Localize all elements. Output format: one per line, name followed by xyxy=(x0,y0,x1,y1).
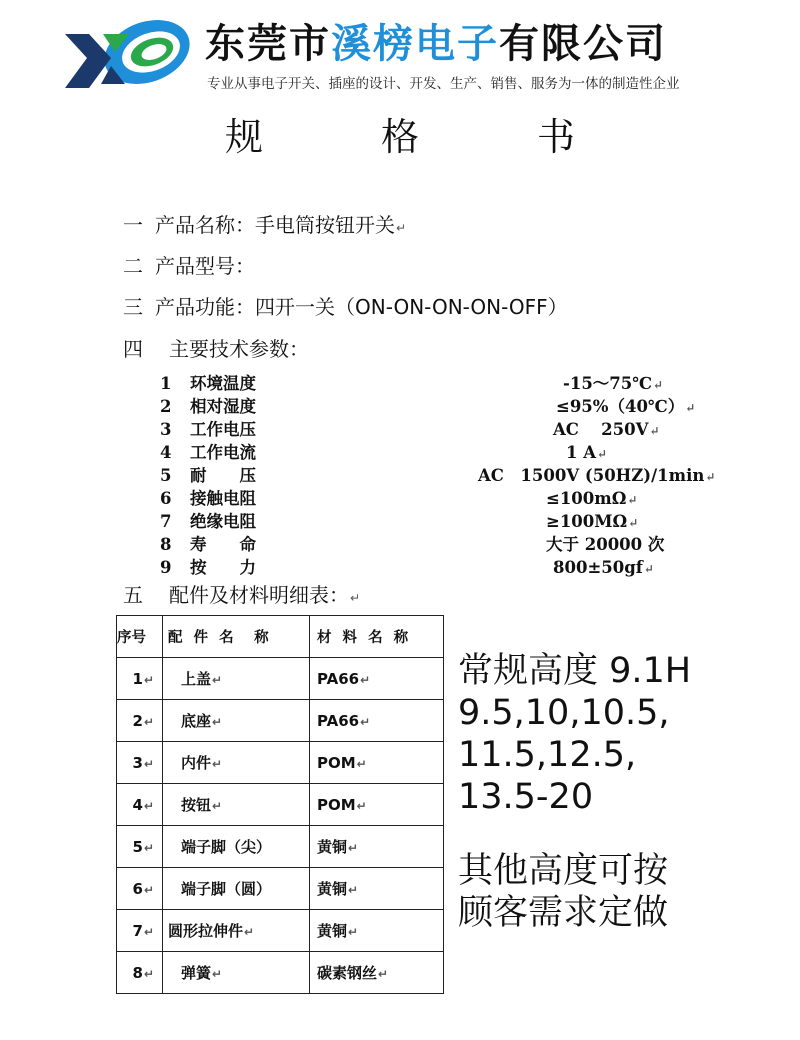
param-row xyxy=(0,441,800,464)
section-text: 产品功能：四开一关（ON-ON-ON-ON-OFF） xyxy=(155,295,568,319)
part-name: 上盖↵ xyxy=(163,658,310,700)
param-row xyxy=(0,464,800,487)
company-suffix: 有限公司 xyxy=(499,21,667,67)
company-logo xyxy=(55,18,195,92)
material-name: 黄铜↵ xyxy=(310,868,444,910)
row-index: 4↵ xyxy=(117,784,163,826)
param-name: 环境温度 xyxy=(190,374,256,393)
part-name: 底座↵ xyxy=(163,700,310,742)
param-row xyxy=(0,372,800,395)
table-row xyxy=(117,784,444,826)
section-2 xyxy=(123,253,255,279)
row-index: 7↵ xyxy=(117,910,163,952)
row-index: 3↵ xyxy=(117,742,163,784)
material-name: PA66↵ xyxy=(310,700,444,742)
section-text: 主要技术参数： xyxy=(169,337,309,361)
param-value: ≥100MΩ↵ xyxy=(546,512,639,531)
param-value: AC 250V↵ xyxy=(553,420,660,439)
param-row xyxy=(0,418,800,441)
param-value: ≤95%（40℃）↵ xyxy=(556,397,696,416)
param-row xyxy=(0,487,800,510)
header-material: 材 料 名 称 xyxy=(310,616,444,658)
paragraph-mark-icon: ↵ xyxy=(685,401,696,415)
table-row xyxy=(117,910,444,952)
table-row xyxy=(117,658,444,700)
note-line: 常规高度 9.1H xyxy=(458,651,692,691)
table-row xyxy=(117,700,444,742)
param-index: 7 xyxy=(160,512,172,531)
part-name: 内件↵ xyxy=(163,742,310,784)
table-row xyxy=(117,868,444,910)
row-index: 6↵ xyxy=(117,868,163,910)
document-title: 规 格 书 xyxy=(224,115,615,159)
note-line: 其他高度可按 xyxy=(458,851,669,891)
param-name: 相对湿度 xyxy=(190,397,256,416)
note-line: 13.5-20 xyxy=(458,777,594,817)
param-name: 耐 压 xyxy=(190,466,256,485)
param-name: 接触电阻 xyxy=(190,489,256,508)
material-name: 碳素钢丝↵ xyxy=(310,952,444,994)
row-index: 2↵ xyxy=(117,700,163,742)
section-5 xyxy=(123,582,360,611)
param-row xyxy=(0,395,800,418)
param-index: 6 xyxy=(160,489,172,508)
param-index: 3 xyxy=(160,420,172,439)
material-name: 黄铜↵ xyxy=(310,910,444,952)
param-value: 1 A↵ xyxy=(566,443,608,462)
note-line: 顾客需求定做 xyxy=(458,893,669,933)
paragraph-mark-icon: ↵ xyxy=(628,516,639,530)
paragraph-mark-icon: ↵ xyxy=(396,221,407,235)
param-name: 寿 命 xyxy=(190,535,256,554)
table-row xyxy=(117,742,444,784)
table-header-row xyxy=(117,616,444,658)
param-row xyxy=(0,510,800,533)
section-number: 五 xyxy=(123,583,143,607)
height-note xyxy=(458,650,691,818)
param-index: 1 xyxy=(160,374,172,393)
company-tagline: 专业从事电子开关、插座的设计、开发、生产、销售、服务为一体的制造性企业 xyxy=(207,76,680,92)
row-index: 8↵ xyxy=(117,952,163,994)
company-prefix: 东莞市 xyxy=(205,21,331,67)
row-index: 5↵ xyxy=(117,826,163,868)
material-name: 黄铜↵ xyxy=(310,826,444,868)
part-name: 弹簧↵ xyxy=(163,952,310,994)
table-row xyxy=(117,826,444,868)
company-highlight: 溪榜电子 xyxy=(331,21,499,67)
materials-table xyxy=(116,615,444,994)
part-name: 端子脚（圆） xyxy=(163,868,310,910)
custom-note xyxy=(458,850,668,934)
paragraph-mark-icon: ↵ xyxy=(649,424,660,438)
part-name: 按钮↵ xyxy=(163,784,310,826)
param-row xyxy=(0,533,800,556)
tech-params-list xyxy=(0,372,800,579)
company-name xyxy=(205,20,667,68)
param-index: 2 xyxy=(160,397,172,416)
param-name: 工作电压 xyxy=(190,420,256,439)
param-name: 绝缘电阻 xyxy=(190,512,256,531)
section-number: 二 xyxy=(123,254,143,278)
note-line: 11.5,12.5, xyxy=(458,735,637,775)
param-value: -15～75℃↵ xyxy=(563,374,664,393)
param-index: 9 xyxy=(160,558,172,577)
paragraph-mark-icon: ↵ xyxy=(350,591,361,605)
paragraph-mark-icon: ↵ xyxy=(597,447,608,461)
section-text: 配件及材料明细表： xyxy=(169,583,349,607)
paragraph-mark-icon: ↵ xyxy=(643,562,654,576)
paragraph-mark-icon: ↵ xyxy=(705,470,716,484)
header-index: 序号 xyxy=(117,616,163,658)
paragraph-mark-icon: ↵ xyxy=(653,378,664,392)
param-value: AC 1500V (50HZ)/1min↵ xyxy=(478,466,716,485)
table-row xyxy=(117,952,444,994)
section-1 xyxy=(123,212,406,241)
section-text: 产品名称：手电筒按钮开关 xyxy=(155,213,395,237)
part-name: 端子脚（尖） xyxy=(163,826,310,868)
section-number: 三 xyxy=(123,295,143,319)
param-value: 大于 20000 次 xyxy=(546,535,665,554)
section-text: 产品型号： xyxy=(155,254,255,278)
param-index: 5 xyxy=(160,466,172,485)
param-value: ≤100mΩ↵ xyxy=(546,489,638,508)
page-header xyxy=(0,0,800,100)
section-number: 一 xyxy=(123,213,143,237)
param-index: 4 xyxy=(160,443,172,462)
material-name: PA66↵ xyxy=(310,658,444,700)
note-line: 9.5,10,10.5, xyxy=(458,693,670,733)
material-name: POM↵ xyxy=(310,742,444,784)
paragraph-mark-icon: ↵ xyxy=(627,493,638,507)
part-name: 圆形拉伸件↵ xyxy=(163,910,310,952)
material-name: POM↵ xyxy=(310,784,444,826)
section-3 xyxy=(123,294,568,320)
section-4 xyxy=(123,336,309,362)
param-value: 800±50gf↵ xyxy=(553,558,654,577)
row-index: 1↵ xyxy=(117,658,163,700)
param-name: 工作电流 xyxy=(190,443,256,462)
section-number: 四 xyxy=(123,337,143,361)
param-name: 按 力 xyxy=(190,558,256,577)
header-part-name: 配 件 名 称 xyxy=(163,616,310,658)
param-row xyxy=(0,556,800,579)
param-index: 8 xyxy=(160,535,172,554)
